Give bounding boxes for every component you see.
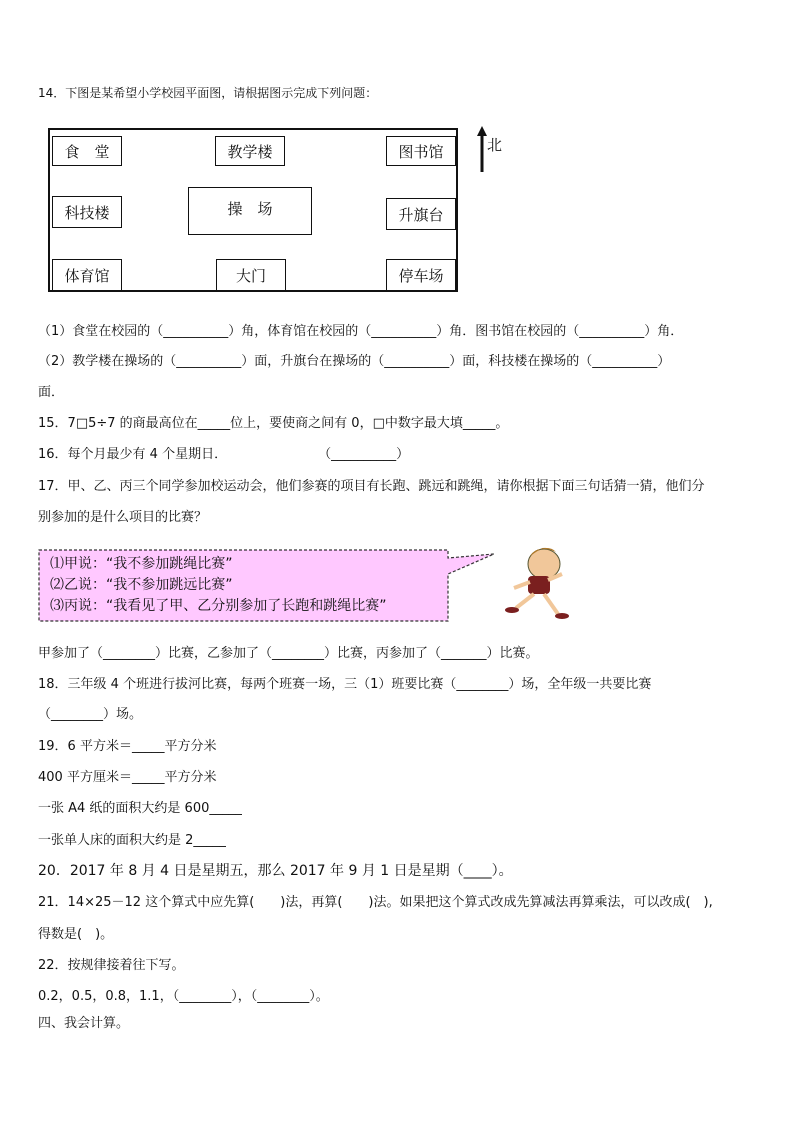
q22-line2: 0.2，0.5，0.8，1.1，（________），（________）。: [38, 989, 329, 1004]
q14-sub1: （1）食堂在校园的（__________）角，体育馆在校园的（__________）角．图书馆在校园的（__________）角．: [38, 324, 684, 339]
room-tech-building: 科技楼: [52, 196, 122, 228]
room-library: 图书馆: [386, 136, 456, 166]
north-label: 北: [487, 136, 503, 154]
q17-answer: 甲参加了（________）比赛，乙参加了（________）比赛，丙参加了（_______）比赛。: [38, 646, 539, 661]
q21-line1: 21．14×25－12 这个算式中应先算( )法，再算( )法。如果把这个算式改成先算减法再算乘法，可以改成( ),: [38, 895, 713, 910]
q19-line3: 一张 A4 纸的面积大约是 600_____: [38, 801, 242, 816]
q14-sub2-line1: （2）教学楼在操场的（__________）面，升旗台在操场的（__________）面，科技楼在操场的（__________）: [38, 354, 671, 369]
room-gym: 体育馆: [52, 259, 122, 291]
room-gate: 大门: [216, 259, 286, 291]
q19-line2: 400 平方厘米＝_____平方分米: [38, 770, 217, 785]
room-cafeteria: 食 堂: [52, 136, 122, 166]
q15: 15．7□5÷7 的商最高位在_____位上，要使商之间有 0，□中数字最大填_____。: [38, 416, 509, 431]
q19-line1: 19．6 平方米＝_____平方分米: [38, 739, 217, 754]
q19-line4: 一张单人床的面积大约是 2_____: [38, 833, 226, 848]
q21-line2: 得数是( )。: [38, 927, 114, 942]
room-flag-platform: 升旗台: [386, 198, 456, 230]
bubble-line-2: ⑵乙说：“我不参加跳远比赛”: [50, 577, 233, 593]
q18-line2: （________）场。: [38, 707, 143, 722]
q17-line1: 17．甲、乙、丙三个同学参加校运动会，他们参赛的项目有长跑、跳远和跳绳，请你根据下面三句话猜一猜，他们分: [38, 479, 705, 494]
q22-line1: 22．按规律接着往下写。: [38, 958, 185, 973]
q14-prompt: 14．下图是某希望小学校园平面图，请根据图示完成下列问题：: [38, 86, 378, 100]
bubble-line-1: ⑴甲说：“我不参加跳绳比赛”: [50, 556, 233, 572]
q14-sub2-line2: 面．: [38, 385, 65, 400]
q20: 20．2017 年 8 月 4 日是星期五，那么 2017 年 9 月 1 日是星期（____）。: [38, 863, 513, 879]
room-parking: 停车场: [386, 259, 456, 291]
section-4-heading: 四、我会计算。: [38, 1016, 130, 1031]
q18-line1: 18．三年级 4 个班进行拔河比赛，每两个班赛一场，三（1）班要比赛（________）场，全年级一共要比赛: [38, 677, 652, 692]
bubble-line-3: ⑶丙说：“我看见了甲、乙分别参加了长跑和跳绳比赛”: [50, 598, 387, 614]
running-boy-icon: [494, 544, 576, 620]
q17-line2: 别参加的是什么项目的比赛？: [38, 510, 208, 525]
room-teaching-building: 教学楼: [215, 136, 285, 166]
room-playground: 操 场: [188, 187, 312, 235]
q16: 16．每个月最少有 4 个星期日． （__________）: [38, 447, 410, 462]
